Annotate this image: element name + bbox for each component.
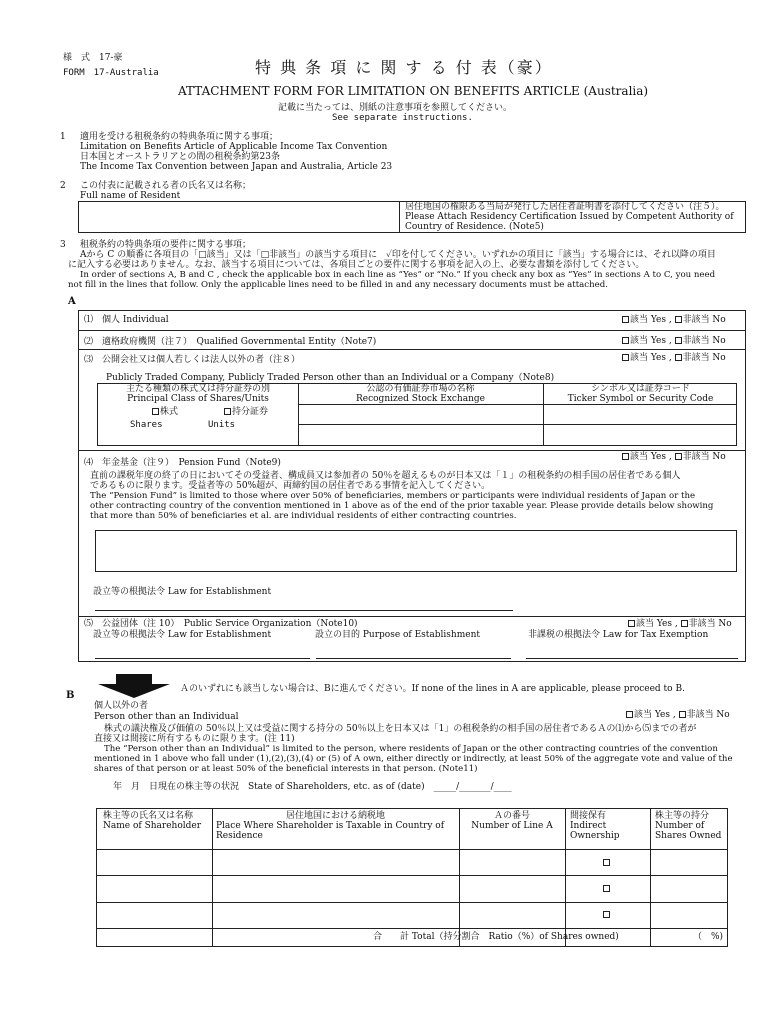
no-label: 非該当 No: [682, 353, 726, 363]
section-2-title: この付表に記載される者の氏名又は名称；: [80, 181, 252, 191]
divider: [565, 809, 566, 946]
units-label-en: Units: [208, 420, 236, 430]
a4-desc-jp-2: であるものに限ります。受益者等の 50%超が、両締約国の居住者である事情を記入してください。: [90, 481, 491, 491]
b-yes-checkbox[interactable]: [626, 711, 633, 718]
ticker-header-jp: シンボル又は証券コード: [591, 384, 690, 394]
a5-law-label: 設立等の根拠法令 Law for Establishment: [93, 630, 272, 640]
form-number-jp: 様 式 17-豪: [63, 53, 123, 63]
a3-second-yes-no: [622, 452, 726, 463]
a2-yes-no: [622, 336, 726, 347]
b-yes-no: [626, 710, 730, 721]
divider: [97, 875, 727, 876]
stock-exchange-field-1[interactable]: [299, 405, 542, 423]
col-indirect-header-jp: 間接保有: [570, 811, 607, 821]
no-label: 非該当 No: [686, 710, 730, 720]
proceed-arrow-icon: [94, 672, 174, 700]
col-place-header-en-1: Place Where Shareholder is Taxable in Country of: [216, 821, 445, 831]
a1-yes-no: [622, 315, 726, 326]
section-1-title: 適用を受ける租税条約の特典条項に関する事項；: [80, 132, 279, 142]
a4-law-field[interactable]: [95, 610, 513, 611]
indirect-checkbox-row-3[interactable]: [603, 911, 610, 918]
total-percent: （ %): [693, 932, 724, 942]
ticker-field-1[interactable]: [544, 405, 737, 423]
divider: [97, 902, 727, 903]
a3-second-yes-checkbox[interactable]: [622, 453, 629, 460]
yes-label: 該当 Yes ,: [634, 710, 676, 720]
page-title-en: ATTACHMENT FORM FOR LIMITATION ON BENEFITS ARTICLE (Australia): [178, 84, 649, 98]
divider: [399, 202, 400, 232]
col-indirect-header-en-2: Ownership: [570, 831, 620, 841]
stock-exchange-header-en: Recognized Stock Exchange: [356, 394, 485, 404]
col-line-a-header-en: Number of Line A: [471, 821, 553, 831]
shares-label-en: Shares: [130, 420, 163, 430]
b-no-checkbox[interactable]: [679, 711, 686, 718]
col-shares-header-en-2: Shares Owned: [655, 831, 722, 841]
a3-public-company-sublabel: Publicly Traded Company, Publicly Traded Person other than an Individual or a Company（Note8): [106, 373, 555, 383]
units-checkbox[interactable]: [224, 408, 231, 415]
proceed-to-b-note: Ａのいずれにも該当しない場合は、Bに進んでください。If none of the lines in A are applicable, please proceed to B.: [180, 684, 685, 694]
section-1-treaty-en: The Income Tax Convention between Japan and Australia, Article 23: [80, 162, 393, 172]
shares-label-jp: 株式: [160, 407, 179, 417]
section-a-label: A: [68, 296, 76, 307]
instructions-note-en: See separate instructions.: [332, 113, 473, 123]
divider: [97, 928, 727, 929]
section-2-number: 2: [60, 181, 66, 191]
a3-yes-checkbox[interactable]: [622, 354, 629, 361]
a4-desc-en-2: other contracting country of the convention mentioned in 1 above as of the end of the prior taxable year. Please provide details below showing: [90, 501, 714, 511]
indirect-checkbox-row-1[interactable]: [603, 859, 610, 866]
a4-details-field[interactable]: [95, 530, 737, 572]
b-title-jp: 個人以外の者: [94, 701, 149, 711]
no-label: 非該当 No: [682, 315, 726, 325]
section-1-title-en: Limitation on Benefits Article of Applicable Income Tax Convention: [80, 142, 388, 152]
a2-government-label: ⑵ 適格政府機関（注７） Qualified Governmental Entity（Note7): [84, 337, 377, 347]
a5-public-service-label: ⑸ 公益団体（注 10） Public Service Organization（Note10): [84, 619, 358, 629]
residency-cert-note-jp: 居住地国の権限ある当局が発行した居住者証明書を添付してください（注５）。: [405, 202, 725, 212]
form-number-en: FORM 17-Australia: [63, 68, 159, 78]
section-3-instructions-en-2: not fill in the lines that follow. Only the applicable lines need to be filled in and any necessary documents must be attached.: [68, 280, 608, 290]
divider: [212, 809, 213, 946]
section-3-instructions-en-1: In order of sections A, B and C , check the applicable box in each line as “Yes” or “No.” If you check any box as “Yes” in sections A to C, you need: [80, 270, 716, 280]
a5-yes-no: [628, 619, 732, 630]
yes-label: 該当 Yes ,: [630, 452, 672, 462]
a3-yes-no: [622, 353, 726, 364]
no-label: 非該当 No: [682, 452, 726, 462]
divider: [650, 809, 651, 946]
shareholder-table: [96, 808, 728, 947]
indirect-checkbox-row-2[interactable]: [603, 885, 610, 892]
stock-exchange-header-jp: 公認の有価証券市場の名称: [366, 384, 475, 394]
yes-label: 該当 Yes ,: [630, 336, 672, 346]
a4-pension-fund-label: ⑷ 年金基金（注９） Pension Fund（Note9): [84, 458, 281, 468]
divider: [78, 450, 746, 451]
a1-individual-label: ⑴ 個人 Individual: [84, 315, 169, 325]
resident-name-box: [78, 201, 746, 233]
no-label: 非該当 No: [682, 336, 726, 346]
a5-yes-checkbox[interactable]: [628, 620, 635, 627]
a1-no-checkbox[interactable]: [675, 316, 682, 323]
a1-yes-checkbox[interactable]: [622, 316, 629, 323]
a5-exemption-label: 非課税の根拠法令 Law for Tax Exemption: [528, 630, 709, 640]
a4-law-label: 設立等の根拠法令 Law for Establishment: [93, 587, 272, 597]
resident-name-field[interactable]: [80, 202, 396, 232]
a3-second-no-checkbox[interactable]: [675, 453, 682, 460]
divider: [298, 424, 736, 425]
section-1-number: 1: [60, 132, 66, 142]
no-label: 非該当 No: [688, 619, 732, 629]
a3-no-checkbox[interactable]: [675, 354, 682, 361]
b-title-en: Person other than an Individual: [94, 712, 239, 722]
b-status-date-line: 年 月 日現在の株主等の状況 State of Shareholders, etc. as of (date) _____/_______/____: [104, 782, 512, 792]
col-name-header-en: Name of Shareholder: [103, 821, 202, 831]
instructions-note-jp: 記載に当たっては、別紙の注意事項を参照してください。: [278, 103, 513, 113]
section-3-instructions-jp-2: に記入する必要はありません。なお、該当する項目については、各項目ごとの要件に関する事項を記入の上、必要な書類を添付してください。: [68, 260, 645, 270]
a5-no-checkbox[interactable]: [681, 620, 688, 627]
a5-purpose-field[interactable]: [316, 658, 511, 659]
b-desc-jp-2: 直接又は間接に所有するものに限ります。(注 11): [94, 734, 295, 744]
page-title-jp: 特 典 条 項 に 関 す る 付 表（豪）: [255, 58, 553, 77]
col-place-header-jp: 居住地国における納税地: [285, 811, 385, 821]
yes-label: 該当 Yes ,: [636, 619, 678, 629]
section-3-number: 3: [60, 240, 66, 250]
col-shares-header-en-1: Number of: [655, 821, 705, 831]
col-place-header-en-2: Residence: [216, 831, 263, 841]
divider: [78, 330, 746, 331]
a5-purpose-label: 設立の目的 Purpose of Establishment: [315, 630, 480, 640]
section-3-title: 租税条約の特典条項の要件に関する事項；: [80, 240, 252, 250]
yes-label: 該当 Yes ,: [630, 353, 672, 363]
b-desc-jp-1: 株式の議決権及び価値の 50％以上又は受益に関する持分の 50％以上を日本又は「1」の租税条約の相手国の居住者であるＡの⑴から⑸までの者が: [104, 724, 697, 734]
residency-cert-note-en-2: Country of Residence. (Note5): [405, 222, 544, 232]
a3-exchange-table: [97, 383, 737, 446]
a2-no-checkbox[interactable]: [675, 337, 682, 344]
b-desc-en-2: mentioned in 1 above who fall under (1),(2),(3),(4) or (5) of A own, either directly or indirectly, at least 50% of the aggregate vote and value of the: [94, 754, 733, 764]
col-name-header-jp: 株主等の氏名又は名称: [103, 811, 194, 821]
a4-desc-en-1: The “Pension Fund” is limited to those where over 50% of beneficiaries, members or participants were individual residents of Japan or the: [90, 491, 696, 501]
a5-law-field[interactable]: [95, 658, 310, 659]
divider: [97, 849, 727, 850]
a4-desc-jp-1: 直前の課税年度の終了の日においてその受益者、構成員又は参加者の 50％を超えるものが日本又は「１」の租税条約の相手国の居住者である個人: [90, 471, 681, 481]
ticker-header-en: Ticker Symbol or Security Code: [567, 394, 714, 404]
section-2-title-en: Full name of Resident: [80, 191, 181, 201]
shares-checkbox[interactable]: [152, 408, 159, 415]
a3-public-company-label: ⑶ 公開会社又は個人若しくは法人以外の者（注８）: [84, 355, 301, 365]
section-b-label: B: [66, 690, 75, 701]
residency-cert-note-en-1: Please Attach Residency Certification Issued by Competent Authority of: [405, 212, 734, 222]
col-indirect-header-en-1: Indirect: [570, 821, 607, 831]
b-desc-en-1: The “Person other than an Individual” is limited to the person, where residents of Japan or the other contracting countries of the convention: [104, 744, 718, 754]
a4-desc-en-3: that more than 50% of beneficiaries et al. are individual residents of either contracting countries.: [90, 511, 517, 521]
a5-exemption-field[interactable]: [526, 658, 738, 659]
a2-yes-checkbox[interactable]: [622, 337, 629, 344]
divider: [78, 349, 746, 350]
divider: [78, 616, 746, 617]
units-option: [224, 407, 268, 418]
shares-option: [152, 407, 178, 418]
section-3-instructions-jp-1: Aから C の順番に各項目の「□該当」又は「□非該当」の該当する項目に ✓印を付してください。いずれかの項目に「該当」する場合には、それ以降の項目: [80, 250, 716, 260]
units-label-jp: 持分証券: [232, 407, 269, 417]
total-label: 合 計 Total（持分割合 Ratio（%）of Shares owned): [373, 932, 619, 942]
b-desc-en-3: shares of that person or at least 50% of the beneficial interests in that person. (Note11): [94, 764, 478, 774]
principal-class-header-jp: 主たる種類の株式又は持分証券の別: [125, 384, 270, 394]
yes-label: 該当 Yes ,: [630, 315, 672, 325]
principal-class-header-en: Principal Class of Shares/Units: [127, 394, 269, 404]
col-shares-header-jp: 株主等の持分: [655, 811, 710, 821]
section-1-treaty-jp: 日本国とオーストラリアとの間の租税条約第23条: [80, 152, 281, 162]
col-line-a-header-jp: Ａの番号: [493, 811, 530, 821]
